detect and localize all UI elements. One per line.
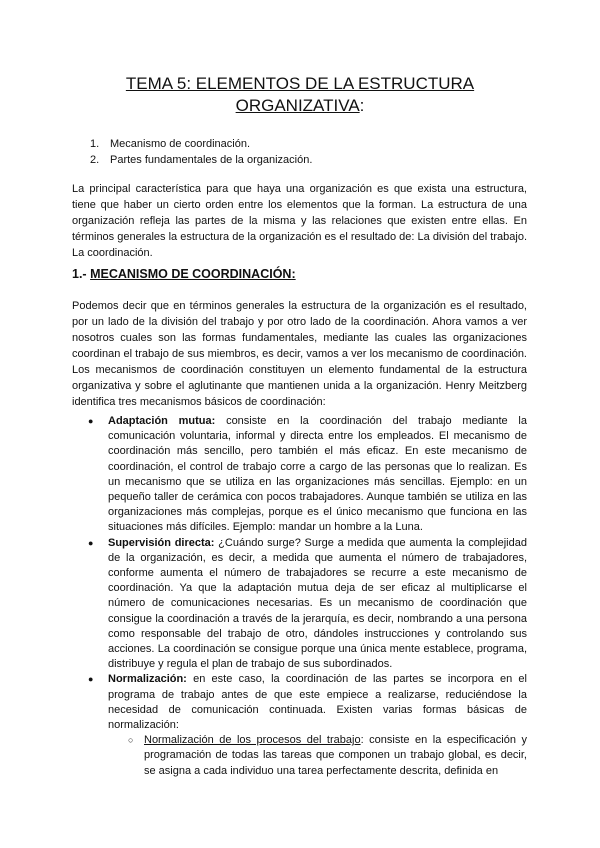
table-of-contents	[90, 136, 312, 168]
doc-title-line2: ORGANIZATIVA:	[235, 96, 365, 115]
section-heading: 1.- MECANISMO DE COORDINACIÓN:	[72, 267, 296, 281]
bullet-dot-icon: ●	[88, 674, 94, 685]
bullet-dot-icon: ●	[88, 416, 94, 426]
section-body-paragraph: Podemos decir que en términos generales la estructura de la organización es el resultado, por un lado de la división del trabajo y por otro lado de la coordinación. Ahora vamos a ver nosotros cuales son las formas fundamentales, mediante las cuales las organizaciones coordinan el trabajo de sus miembros, es decir, vamos a ver los mecanismo de coordinación. Los mecanismos de coordinación constituyen un elemento fundamental de la estructura organizativa y sobre el aglutinante que mantienen unida a la organización. Henry Meitzberg identifica tres mecanismos básicos de coordinación:	[72, 300, 527, 408]
list-item: ● Normalización: en este caso, la coordinación de las partes se incorpora en el programa de trabajo antes de que este empiece a realizarse, reduciéndose la necesidad de comunicación continuada. Existen varias formas básicas de normalización: ○ Normalización de los procesos del trabajo: consiste en la especificación y programación de todas las tareas que componen un trabajo global, es decir, se asigna a cada individuo una tarea perfectamente descrita, definida en	[72, 672, 527, 778]
list-item: ● Adaptación mutua: consiste en la coordinación del trabajo mediante la comunicación voluntaria, informal y directa entre los empleados. El mecanismo de coordinación más sencillo, pero también el más eficaz. En este mecanismo de coordinación, el control de trabajo corre a cargo de las personas que lo realizan. Es un mecanismo que se utiliza en las organizaciones más sencillas. Ejemplo: en un pequeño taller de cerámica con pocos trabajadores. Aunque también se utiliza en las organizaciones más complejas, porque es el único mecanismo que funciona en las situaciones más difíciles. Ejemplo: mandar un hombre a la Luna.	[88, 415, 527, 534]
list-item: ● Supervisión directa: ¿Cuándo surge? Surge a medida que aumenta la complejidad de la organización, es decir, a medida que aumenta el número de trabajadores, conforme aumenta el número de trabajadores se recurre a este mecanismo de coordinación. Ya que la adaptación mutua deja de ser eficaz al multiplicarse el número de comunicaciones necesarias. Es un mecanismo de coordinación que consigue la coordinación a través de la jerarquía, es decir, nombrando a una persona como responsable del trabajo de otro, dándoles instrucciones y controlando sus acciones. La coordinación se consigue porque una única mente establece, programa, distribuye y regula el plan de trabajo de sus subordinados.	[88, 536, 527, 671]
toc-item: 1. Mecanismo de coordinación.	[90, 138, 251, 150]
sub-list-item: ○ Normalización de los procesos del trabajo: consiste en la especificación y programación de todas las tareas que componen un trabajo global, es decir, se asigna a cada individuo una tarea perfectamente descrita, definida en	[128, 734, 527, 777]
bullet-dot-icon: ●	[88, 537, 94, 548]
normalization-sublist	[108, 733, 527, 779]
doc-title-line1: TEMA 5: ELEMENTOS DE LA ESTRUCTURA	[125, 74, 475, 93]
bullet-circle-icon: ○	[128, 735, 134, 746]
intro-paragraph: La principal característica para que haya una organización es que exista una estructura, tiene que haber un cierto orden entre los elementos que la forman. La estructura de una organización refleja las partes de la misma y las relaciones que existen entre ellas. En términos generales la estructura de la organización es el resultado de: La división del trabajo. La coordinación.	[72, 183, 527, 259]
toc-item: 2. Partes fundamentales de la organización.	[90, 154, 313, 166]
coordination-mechanisms-list	[72, 414, 527, 779]
